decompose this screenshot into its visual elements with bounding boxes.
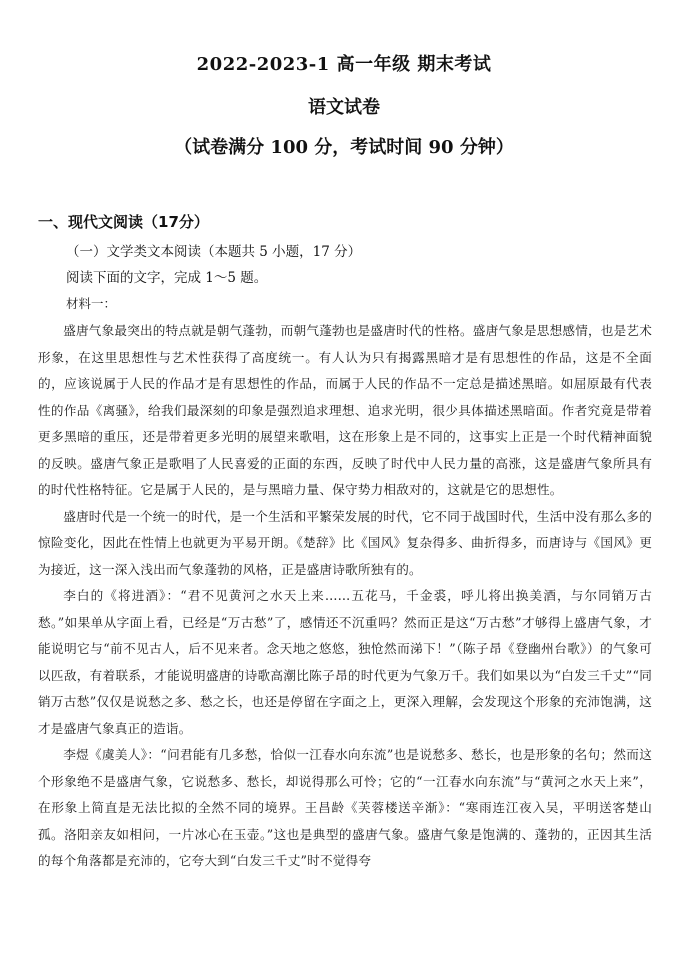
section-subheading: （一）文学类文本阅读（本题共 5 小题，17 分）	[66, 244, 362, 260]
exam-note: （试卷满分 100 分，考试时间 90 分钟）	[174, 137, 514, 158]
passage-paragraph: 盛唐时代是一个统一的时代，是一个生活和平繁荣发展的时代，它不同于战国时代，生活中没有那么多的惊险变化，因此在性情上也就更为平易开朗。《楚辞》比《国风》复杂得多、曲折得多，而唐诗与《国风》更为接近，这一深入浅出而气象蓬勃的风格，正是盛唐诗歌所独有的。	[38, 508, 652, 577]
paper-title: 语文试卷	[308, 97, 380, 118]
section-heading: 一、现代文阅读（17分）	[38, 213, 209, 231]
passage-body	[38, 318, 652, 875]
passage-paragraph: 李煜《虞美人》：“问君能有几多愁，恰似一江春水向东流”也是说愁多、愁长，也是形象的名句；然而这个形象绝不是盛唐气象，它说愁多、愁长，却说得那么可怜；它的“一江春水向东流”与“黄河之水天上来”，在形象上简直是无法比拟的全然不同的境界。王昌龄《芙蓉楼送辛渐》：“寒雨连江夜入吴，平明送客楚山孤。洛阳亲友如相问，一片冰心在玉壶。”这也是典型的盛唐气象。盛唐气象是饱满的、蓬勃的，正因其生活的每个角落都是充沛的，它夸大到“白发三千丈”时不觉得夸	[38, 747, 652, 868]
passage-paragraph: 李白的《将进酒》：“君不见黄河之水天上来……五花马，千金裘，呼儿将出换美酒，与尔同销万古愁。”如果单从字面上看，已经是“万古愁”了，感情还不沉重吗？然而正是这“万古愁”才够得上盛唐气象，才能说明它与“前不见古人，后不见来者。念天地之悠悠，独怆然而涕下！”（陈子昂《登幽州台歌》）的气象可以匹敌，有着联系，才能说明盛唐的诗歌高潮比陈子昂的时代更为气象万千。我们如果以为“白发三千丈”“同销万古愁”仅仅是说愁之多、愁之长，也还是停留在字面之上，更深入理解，会发现这个形象的充沛饱满，这才是盛唐气象真正的造诣。	[38, 588, 652, 736]
passage-paragraph: 盛唐气象最突出的特点就是朝气蓬勃，而朝气蓬勃也是盛唐时代的性格。盛唐气象是思想感情，也是艺术形象，在这里思想性与艺术性获得了高度统一。有人认为只有揭露黑暗才是有思想性的作品，这是不全面的，应该说属于人民的作品才是有思想性的作品，而属于人民的作品不一定总是描述黑暗。如屈原最有代表性的作品《离骚》，给我们最深刻的印象是强烈追求理想、追求光明，很少具体描述黑暗面。作者究竟是带着更多黑暗的重压，还是带着更多光明的展望来歌唱，这在形象上是不同的，这事实上正是一个时代精神面貌的反映。盛唐气象正是歌唱了人民喜爱的正面的东西，反映了时代中人民力量的高涨，这是盛唐气象所具有的时代性格特征。它是属于人民的，是与黑暗力量、保守势力相敌对的，这就是它的思想性。	[38, 323, 652, 497]
exam-title: 2022-2023-1 高一年级 期末考试	[196, 54, 492, 75]
reading-instruction: 阅读下面的文字，完成 1～5 题。	[66, 270, 268, 286]
material-label: 材料一：	[66, 296, 117, 311]
